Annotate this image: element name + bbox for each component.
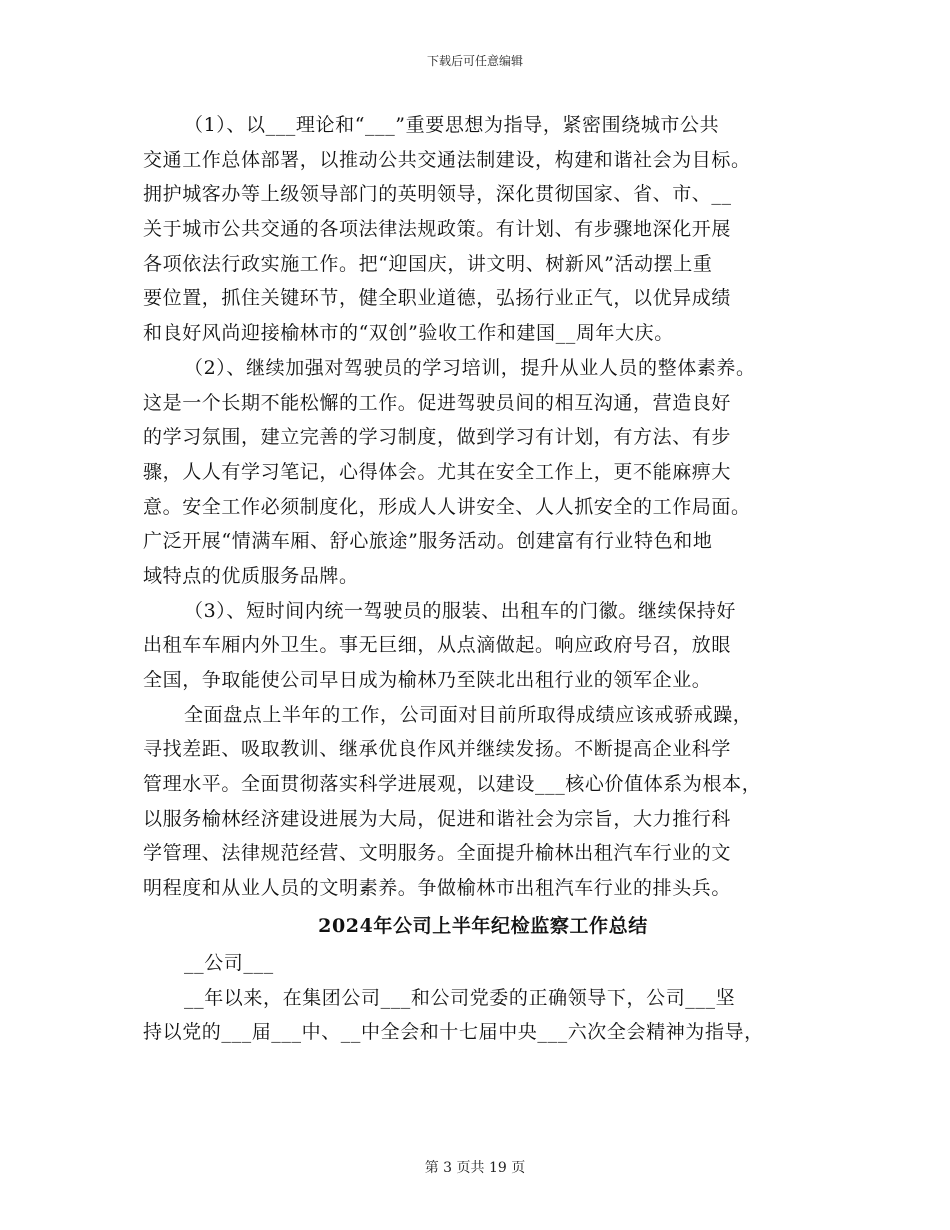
text-line: 域特点的优质服务品牌。: [143, 564, 359, 587]
text-line: 交通工作总体部署，以推动公共交通法制建设，构建和谐社会为目标。: [143, 148, 751, 171]
text-line: 各项依法行政实施工作。把“迎国庆，讲文明、树新风”活动摆上重: [143, 252, 713, 275]
page-header: 下载后可任意编辑: [426, 54, 523, 68]
text-line: （2）、继续加强对驾驶员的学习培训，提升从业人员的整体素养。: [184, 356, 756, 379]
text-line: 这是一个长期不能松懈的工作。促进驾驶员间的相互沟通，营造良好: [143, 391, 732, 414]
paragraph-2: [143, 351, 823, 594]
text-line: 以服务榆林经济建设进展为大局，促进和谐社会为宗旨，大力推行科: [143, 807, 732, 830]
text-line: 持以党的___届___中、__中全会和十七届中央___六次全会精神为指导，: [143, 1021, 764, 1044]
page-footer: 第 3 页共 19 页: [424, 1160, 526, 1176]
text-line: 寻找差距、吸取教训、继承优良作风并继续发扬。不断提高企业科学: [143, 738, 732, 761]
text-line: 拥护城客办等上级领导部门的英明领导，深化贯彻国家、省、市、__: [143, 183, 732, 206]
text-line: 出租车车厢内外卫生。事无巨细，从点滴做起。响应政府号召，放眼: [143, 634, 732, 657]
paragraph-4: [143, 698, 823, 906]
text-line: 意。安全工作必须制度化，形成人人讲安全、人人抓安全的工作局面。: [143, 495, 751, 518]
text-line: __年以来，在集团公司___和公司党委的正确领导下，公司___坚: [184, 986, 736, 1009]
text-line: 明程度和从业人员的文明素养。争做榆林市出租汽车行业的排头兵。: [143, 877, 732, 900]
paragraph-5: [143, 981, 823, 1050]
text-line: 的学习氛围，建立完善的学习制度，做到学习有计划，有方法、有步: [143, 426, 732, 449]
section-title: 2024年公司上半年纪检监察工作总结: [318, 914, 648, 937]
paragraph-company: [143, 946, 823, 981]
paragraph-1: [143, 108, 823, 351]
paragraph-3: [143, 594, 823, 698]
text-line: 广泛开展“情满车厢、舒心旅途”服务活动。创建富有行业特色和地: [143, 530, 713, 553]
text-line: 管理水平。全面贯彻落实科学进展观，以建设___核心价值体系为根本，: [143, 773, 762, 796]
text-line: 学管理、法律规范经营、文明服务。全面提升榆林出租汽车行业的文: [143, 842, 732, 865]
text-line: 全国，争取能使公司早日成为榆林乃至陕北出租行业的领军企业。: [143, 669, 712, 691]
text-line: 全面盘点上半年的工作，公司面对目前所取得成绩应该戒骄戒躁，: [184, 703, 753, 726]
text-line: 要位置，抓住关键环节，健全职业道德，弘扬行业正气，以优异成绩: [143, 287, 732, 310]
text-line: 骤，人人有学习笔记，心得体会。尤其在安全工作上，更不能麻痹大: [143, 460, 732, 483]
text-line: （3）、短时间内统一驾驶员的服装、出租车的门徽。继续保持好: [184, 599, 736, 622]
text-line: 关于城市公共交通的各项法律法规政策。有计划、有步骤地深化开展: [143, 218, 732, 241]
text-line: __公司___: [184, 951, 274, 974]
text-line: （1）、以___理论和“___”重要思想为指导，紧密围绕城市公共: [184, 114, 720, 136]
text-line: 和良好风尚迎接榆林市的“双创”验收工作和建国__周年大庆。: [143, 322, 674, 345]
document-body: [143, 108, 823, 1050]
